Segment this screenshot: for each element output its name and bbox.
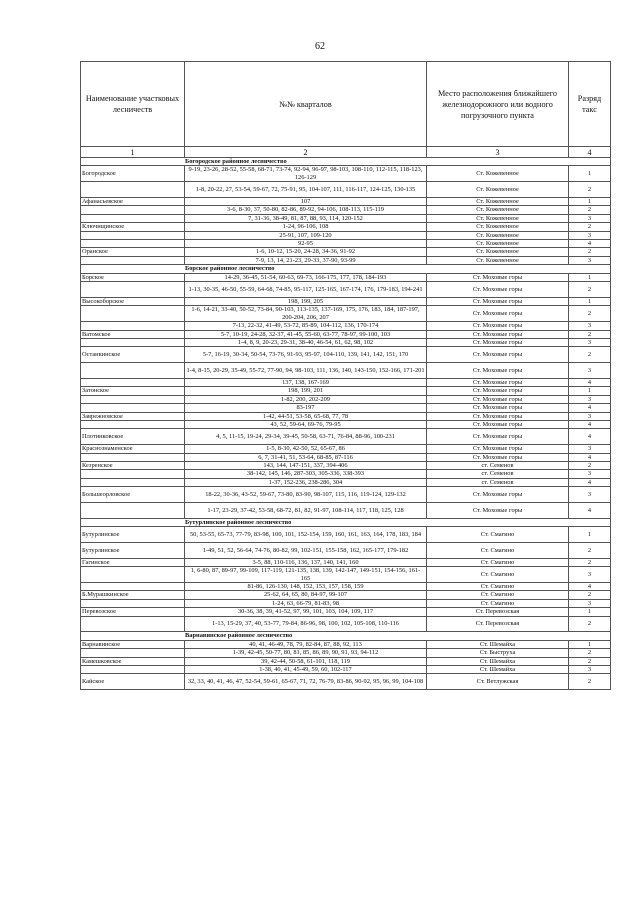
district-name-cell: Плотинковское: [81, 429, 185, 445]
loading-point-cell: Ст. Смагино: [427, 567, 569, 583]
loading-point-cell: Ст. Кожевенное: [427, 248, 569, 256]
tax-grade-cell: 1: [569, 297, 611, 305]
loading-point-cell: ст. Семенов: [427, 470, 569, 478]
tax-grade-cell: 2: [569, 616, 611, 632]
loading-point-cell: Ст. Моховые горы: [427, 445, 569, 453]
table-row: [81, 412, 611, 420]
tax-grade-cell: 3: [569, 256, 611, 264]
section-title: Богородское районное лесничество: [81, 158, 611, 166]
quarter-numbers-cell: 1-4, 8, 9, 20-23, 29-31, 38-40, 46-54, 61, 62, 98, 102: [185, 338, 427, 346]
table-row: [81, 198, 611, 206]
table-row: [81, 640, 611, 648]
table-row: [81, 297, 611, 305]
district-name-cell: [81, 478, 185, 486]
quarter-numbers-cell: 6, 7, 31-41, 51, 53-64, 68-85, 87-116: [185, 453, 427, 461]
table-row: [81, 649, 611, 657]
tax-grade-cell: 4: [569, 582, 611, 590]
tax-grade-cell: 2: [569, 461, 611, 469]
district-name-cell: [81, 322, 185, 330]
tax-grade-cell: 3: [569, 363, 611, 379]
table-row: [81, 166, 611, 182]
district-name-cell: [81, 582, 185, 590]
loading-point-cell: Ст. Смагино: [427, 599, 569, 607]
district-name-cell: Высокоборское: [81, 297, 185, 305]
tax-grade-cell: 3: [569, 567, 611, 583]
loading-point-cell: Ст. Моховые горы: [427, 487, 569, 503]
loading-point-cell: ст. Семенов: [427, 461, 569, 469]
header-district-name: Наименование участковых лесничеств: [81, 62, 185, 147]
district-name-cell: Афанасьевское: [81, 198, 185, 206]
tax-grade-cell: 3: [569, 445, 611, 453]
district-name-cell: Камешковское: [81, 657, 185, 665]
table-row: [81, 591, 611, 599]
table-row: [81, 330, 611, 338]
district-name-cell: Гагинское: [81, 558, 185, 566]
section-row: [81, 518, 611, 526]
loading-point-cell: Ст. Смагино: [427, 527, 569, 543]
table-row: [81, 567, 611, 583]
section-title: Бутурлинское районное лесничество: [81, 518, 611, 526]
tax-grade-cell: 2: [569, 657, 611, 665]
tax-grade-cell: 3: [569, 666, 611, 674]
header-quarter-numbers: №№ кварталов: [185, 62, 427, 147]
tax-grade-cell: 2: [569, 306, 611, 322]
table-row: [81, 657, 611, 665]
quarter-numbers-cell: 107: [185, 198, 427, 206]
tax-grade-cell: 4: [569, 453, 611, 461]
loading-point-cell: Ст. Моховые горы: [427, 502, 569, 518]
tax-grade-cell: 3: [569, 599, 611, 607]
loading-point-cell: Ст. Моховые горы: [427, 322, 569, 330]
district-name-cell: Борское: [81, 273, 185, 281]
table-row: [81, 182, 611, 198]
quarter-numbers-cell: 1-39, 42-45, 50-77, 80, 81, 85, 86, 89, 90, 91, 93, 94-112: [185, 649, 427, 657]
tax-grade-cell: 2: [569, 674, 611, 690]
tax-grade-cell: 4: [569, 420, 611, 428]
loading-point-cell: Ст. Шемайха: [427, 657, 569, 665]
table-row: [81, 599, 611, 607]
district-name-cell: [81, 214, 185, 222]
district-name-cell: Затонское: [81, 387, 185, 395]
quarter-numbers-cell: 5-7, 16-19, 30-34, 50-54, 73-76, 91-93, 95-97, 104-110, 139, 141, 142, 151, 170: [185, 347, 427, 363]
quarter-numbers-cell: 43, 52, 59-64, 69-76, 79-95: [185, 420, 427, 428]
quarter-numbers-cell: 92-95: [185, 240, 427, 248]
quarter-numbers-cell: 7-13, 22-32, 41-49, 53-72, 85-89, 104-112, 136, 170-174: [185, 322, 427, 330]
district-name-cell: [81, 378, 185, 386]
loading-point-cell: Ст. Моховые горы: [427, 347, 569, 363]
tax-grade-cell: 4: [569, 429, 611, 445]
quarter-numbers-cell: 1-49, 51, 52, 56-64, 74-76, 80-82, 99, 102-151, 155-158, 162, 165-177, 179-182: [185, 542, 427, 558]
table-row: [81, 453, 611, 461]
tax-grade-cell: 3: [569, 487, 611, 503]
column-number: 2: [185, 147, 427, 158]
quarter-numbers-cell: 137, 138, 167-169: [185, 378, 427, 386]
quarter-numbers-cell: 25-91, 107, 109-120: [185, 231, 427, 239]
page-number: 62: [315, 41, 325, 52]
district-name-cell: [81, 206, 185, 214]
table-row: [81, 395, 611, 403]
quarter-numbers-cell: 1-6, 10-12, 15-20, 24-28, 34-36, 91-92: [185, 248, 427, 256]
district-name-cell: [81, 395, 185, 403]
table-row: [81, 273, 611, 281]
loading-point-cell: Ст. Моховые горы: [427, 420, 569, 428]
table-row: [81, 363, 611, 379]
table-row: [81, 378, 611, 386]
quarter-numbers-cell: 1-6, 14-21, 33-40, 50-52, 73-84, 90-103, 113-135, 137-169, 175, 176, 183, 184, 187-197, 200-204, 206, 207: [185, 306, 427, 322]
table-row: [81, 470, 611, 478]
quarter-numbers-cell: 18-22, 30-36, 43-52, 59-67, 73-80, 83-90, 98-107, 115, 116, 119-124, 129-132: [185, 487, 427, 503]
quarter-numbers-cell: 14-29, 36-45, 51-54, 60-63, 69-73, 166-175, 177, 178, 184-193: [185, 273, 427, 281]
tax-grade-cell: 1: [569, 198, 611, 206]
table-row: [81, 445, 611, 453]
district-name-cell: [81, 282, 185, 298]
table-row: [81, 256, 611, 264]
tax-grade-cell: 2: [569, 330, 611, 338]
district-name-cell: [81, 363, 185, 379]
table-row: [81, 347, 611, 363]
quarter-numbers-cell: 83-197: [185, 404, 427, 412]
quarter-numbers-cell: 1-42, 44-51, 53-58, 65-68, 77, 78: [185, 412, 427, 420]
district-name-cell: [81, 567, 185, 583]
district-name-cell: [81, 256, 185, 264]
loading-point-cell: Ст. Моховые горы: [427, 273, 569, 281]
table-row: [81, 542, 611, 558]
loading-point-cell: Ст. Смагино: [427, 591, 569, 599]
district-name-cell: Краснознаменское: [81, 445, 185, 453]
loading-point-cell: Ст. Моховые горы: [427, 412, 569, 420]
tax-grade-cell: 4: [569, 502, 611, 518]
district-name-cell: Ключищинское: [81, 223, 185, 231]
tax-grade-cell: 4: [569, 378, 611, 386]
tax-grade-cell: 1: [569, 608, 611, 616]
district-name-cell: [81, 182, 185, 198]
table-row: [81, 461, 611, 469]
loading-point-cell: Ст. Шемайха: [427, 640, 569, 648]
quarter-numbers-cell: 143, 144, 147-151, 337, 394-406: [185, 461, 427, 469]
table-row: [81, 248, 611, 256]
table-row: [81, 527, 611, 543]
table-row: [81, 231, 611, 239]
tax-grade-cell: 2: [569, 206, 611, 214]
tax-grade-cell: 2: [569, 649, 611, 657]
quarter-numbers-cell: 1-17, 23-29, 37-42, 53-58, 68-72, 81, 82, 91-97, 108-114, 117, 118, 125, 128: [185, 502, 427, 518]
section-title: Варнавинское районное лесничество: [81, 632, 611, 640]
quarter-numbers-cell: 7, 31-36, 38-49, 81, 87, 88, 93, 114, 120-152: [185, 214, 427, 222]
loading-point-cell: Ст. Кожевенное: [427, 182, 569, 198]
quarter-numbers-cell: 1-24, 63, 66-79, 81-83, 98: [185, 599, 427, 607]
tax-grade-cell: 2: [569, 282, 611, 298]
column-number: 1: [81, 147, 185, 158]
district-name-cell: Оранское: [81, 248, 185, 256]
table-row: [81, 666, 611, 674]
quarter-numbers-cell: 81-86, 126-130, 148, 152, 153, 157, 158, 159: [185, 582, 427, 590]
table-row: [81, 558, 611, 566]
tax-grade-cell: 3: [569, 395, 611, 403]
district-name-cell: Бутурлинское: [81, 527, 185, 543]
table-row: [81, 487, 611, 503]
table-row: [81, 608, 611, 616]
tax-grade-cell: 4: [569, 240, 611, 248]
loading-point-cell: Ст. Моховые горы: [427, 429, 569, 445]
header-tax-grade: Разряд такс: [569, 62, 611, 147]
quarter-numbers-cell: 4, 5, 11-15, 19-24, 29-34, 39-45, 50-58, 63-71, 76-84, 88-96, 100-231: [185, 429, 427, 445]
loading-point-cell: Ст. Кожевенное: [427, 206, 569, 214]
quarter-numbers-cell: 40, 41, 46-49, 78, 79, 82-84, 87, 88, 92, 113: [185, 640, 427, 648]
loading-point-cell: Ст. Кожевенное: [427, 166, 569, 182]
loading-point-cell: Ст. Смагино: [427, 558, 569, 566]
section-title: Борское районное лесничество: [81, 265, 611, 273]
tax-grade-cell: 3: [569, 214, 611, 222]
loading-point-cell: Ст. Моховые горы: [427, 338, 569, 346]
table-row: [81, 306, 611, 322]
section-row: [81, 265, 611, 273]
loading-point-cell: Ст. Моховые горы: [427, 306, 569, 322]
tax-grade-cell: 3: [569, 470, 611, 478]
district-name-cell: [81, 420, 185, 428]
loading-point-cell: Ст. Моховые горы: [427, 282, 569, 298]
quarter-numbers-cell: 1-8, 20-22, 27, 53-54, 59-67, 72, 75-91, 95, 104-107, 111, 116-117, 124-125, 130-135: [185, 182, 427, 198]
table-row: [81, 206, 611, 214]
district-name-cell: [81, 240, 185, 248]
loading-point-cell: Ст. Перевозская: [427, 616, 569, 632]
table-row: [81, 674, 611, 690]
quarter-numbers-cell: 1-24, 96-106, 108: [185, 223, 427, 231]
district-name-cell: Кайское: [81, 674, 185, 690]
table-header-row: [81, 62, 611, 147]
tax-grade-cell: 2: [569, 248, 611, 256]
table-row: [81, 282, 611, 298]
loading-point-cell: ст. Семенов: [427, 478, 569, 486]
district-name-cell: [81, 470, 185, 478]
table-row: [81, 214, 611, 222]
column-number-row: [81, 147, 611, 158]
quarter-numbers-cell: 30-36, 38, 39, 41-52, 97, 99, 101, 103, 104, 109, 117: [185, 608, 427, 616]
quarter-numbers-cell: 32, 33, 40, 41, 46, 47, 52-54, 59-61, 65-67, 71, 72, 76-79, 83-86, 90-92, 95, 96, 99, 104-108: [185, 674, 427, 690]
quarter-numbers-cell: 9-19, 23-26, 28-52, 55-58, 68-71, 73-74, 92-94, 96-97, 98-103, 108-110, 112-115, 118-123, 126-129: [185, 166, 427, 182]
loading-point-cell: Ст. Перевозская: [427, 608, 569, 616]
quarter-numbers-cell: 1-38, 40, 41, 45-49, 59, 60, 102-117: [185, 666, 427, 674]
district-name-cell: [81, 338, 185, 346]
district-name-cell: [81, 404, 185, 412]
district-name-cell: [81, 649, 185, 657]
district-name-cell: Заврежновское: [81, 412, 185, 420]
quarter-numbers-cell: 1-13, 15-29, 37, 40, 53-77, 79-84, 86-96, 98, 100, 102, 105-108, 110-116: [185, 616, 427, 632]
district-name-cell: [81, 599, 185, 607]
quarter-numbers-cell: 25-62, 64, 65, 80, 84-97, 99-107: [185, 591, 427, 599]
district-name-cell: Останкинское: [81, 347, 185, 363]
tax-grade-cell: 2: [569, 542, 611, 558]
tax-grade-cell: 2: [569, 347, 611, 363]
loading-point-cell: Ст. Кожевенное: [427, 231, 569, 239]
tax-grade-cell: 2: [569, 591, 611, 599]
loading-point-cell: Ст. Моховые горы: [427, 378, 569, 386]
tax-grade-cell: 3: [569, 322, 611, 330]
loading-point-cell: Ст. Шемайха: [427, 666, 569, 674]
tax-grade-cell: 3: [569, 231, 611, 239]
column-number: 4: [569, 147, 611, 158]
loading-point-cell: Ст. Кожевенное: [427, 256, 569, 264]
loading-point-cell: Ст. Моховые горы: [427, 363, 569, 379]
district-name-cell: [81, 453, 185, 461]
tax-grade-cell: 3: [569, 412, 611, 420]
quarter-numbers-cell: 1-4, 8-15, 20-29, 35-49, 55-72, 77-90, 94, 98-103, 111, 136, 140, 143-150, 152-166, 171-201: [185, 363, 427, 379]
table-row: [81, 338, 611, 346]
quarter-numbers-cell: 3-5, 88, 110-116, 136, 137, 140, 141, 160: [185, 558, 427, 566]
district-name-cell: Бутурлинское: [81, 542, 185, 558]
table-row: [81, 387, 611, 395]
tax-grade-cell: 2: [569, 182, 611, 198]
tax-grade-cell: 2: [569, 558, 611, 566]
section-row: [81, 632, 611, 640]
table-row: [81, 404, 611, 412]
table-row: [81, 240, 611, 248]
loading-point-cell: Ст. Смагино: [427, 582, 569, 590]
district-name-cell: [81, 502, 185, 518]
loading-point-cell: Ст. Моховые горы: [427, 404, 569, 412]
forest-districts-table: [80, 61, 611, 690]
table-row: [81, 478, 611, 486]
district-name-cell: Богородское: [81, 166, 185, 182]
table-row: [81, 429, 611, 445]
quarter-numbers-cell: 38-142, 145, 146, 287-303, 305-336, 338-393: [185, 470, 427, 478]
quarter-numbers-cell: 1-5, 8-30, 42-50, 52, 65-67, 86: [185, 445, 427, 453]
tax-grade-cell: 1: [569, 387, 611, 395]
quarter-numbers-cell: 39, 42-44, 50-58, 61-101, 118, 119: [185, 657, 427, 665]
quarter-numbers-cell: 1-37, 152-236, 238-286, 304: [185, 478, 427, 486]
quarter-numbers-cell: 3-6, 8-30, 37, 50-80, 82-86, 89-92, 94-106, 108-113, 115-119: [185, 206, 427, 214]
district-name-cell: Перевозское: [81, 608, 185, 616]
quarter-numbers-cell: 198, 199, 201: [185, 387, 427, 395]
district-name-cell: [81, 666, 185, 674]
loading-point-cell: Ст. Ветлужская: [427, 674, 569, 690]
loading-point-cell: Ст. Кожевенное: [427, 198, 569, 206]
loading-point-cell: Ст. Моховые горы: [427, 395, 569, 403]
district-name-cell: Б.Мурашкинское: [81, 591, 185, 599]
tax-grade-cell: 2: [569, 223, 611, 231]
tax-grade-cell: 1: [569, 273, 611, 281]
header-loading-point: Место расположения ближайшего железнодорожного или водного погрузочного пункта: [427, 62, 569, 147]
tax-grade-cell: 1: [569, 166, 611, 182]
district-name-cell: [81, 231, 185, 239]
table-row: [81, 616, 611, 632]
district-name-cell: Большеорловское: [81, 487, 185, 503]
district-name-cell: [81, 306, 185, 322]
table-row: [81, 223, 611, 231]
loading-point-cell: Ст. Моховые горы: [427, 387, 569, 395]
table-row: [81, 502, 611, 518]
table-row: [81, 322, 611, 330]
loading-point-cell: Ст. Смагино: [427, 542, 569, 558]
tax-grade-cell: 1: [569, 527, 611, 543]
quarter-numbers-cell: 1-82, 200, 202-209: [185, 395, 427, 403]
quarter-numbers-cell: 50, 53-55, 65-73, 77-79, 83-98, 100, 101, 152-154, 159, 160, 161, 163, 164, 178, 183, 184: [185, 527, 427, 543]
tax-grade-cell: 4: [569, 404, 611, 412]
tax-grade-cell: 1: [569, 640, 611, 648]
tax-grade-cell: 4: [569, 478, 611, 486]
district-name-cell: Варнавинское: [81, 640, 185, 648]
quarter-numbers-cell: 7-9, 13, 14, 21-23, 29-33, 37-90, 93-99: [185, 256, 427, 264]
quarter-numbers-cell: 5-7, 10-19, 24-28, 32-37, 41-45, 55-60, 63-77, 78-97, 99-100, 103: [185, 330, 427, 338]
district-name-cell: Ватомское: [81, 330, 185, 338]
section-row: [81, 158, 611, 166]
table-row: [81, 582, 611, 590]
district-name-cell: [81, 616, 185, 632]
loading-point-cell: Ст. Кожевенное: [427, 214, 569, 222]
loading-point-cell: Ст. Кожевенное: [427, 240, 569, 248]
tax-grade-cell: 3: [569, 338, 611, 346]
loading-point-cell: Ст. Быструха: [427, 649, 569, 657]
district-name-cell: Кезренское: [81, 461, 185, 469]
loading-point-cell: Ст. Моховые горы: [427, 330, 569, 338]
quarter-numbers-cell: 1, 6-80, 87, 89-97, 99-109, 117-119, 121-135, 138, 139, 142-147, 149-151, 154-156, 161-165: [185, 567, 427, 583]
quarter-numbers-cell: 1-13, 30-35, 46-50, 55-59, 64-68, 74-85, 95-117, 125-165, 167-174, 176, 179-183, 194-241: [185, 282, 427, 298]
quarter-numbers-cell: 198, 199, 205: [185, 297, 427, 305]
loading-point-cell: Ст. Кожевенное: [427, 223, 569, 231]
column-number: 3: [427, 147, 569, 158]
loading-point-cell: Ст. Моховые горы: [427, 453, 569, 461]
table-row: [81, 420, 611, 428]
loading-point-cell: Ст. Моховые горы: [427, 297, 569, 305]
